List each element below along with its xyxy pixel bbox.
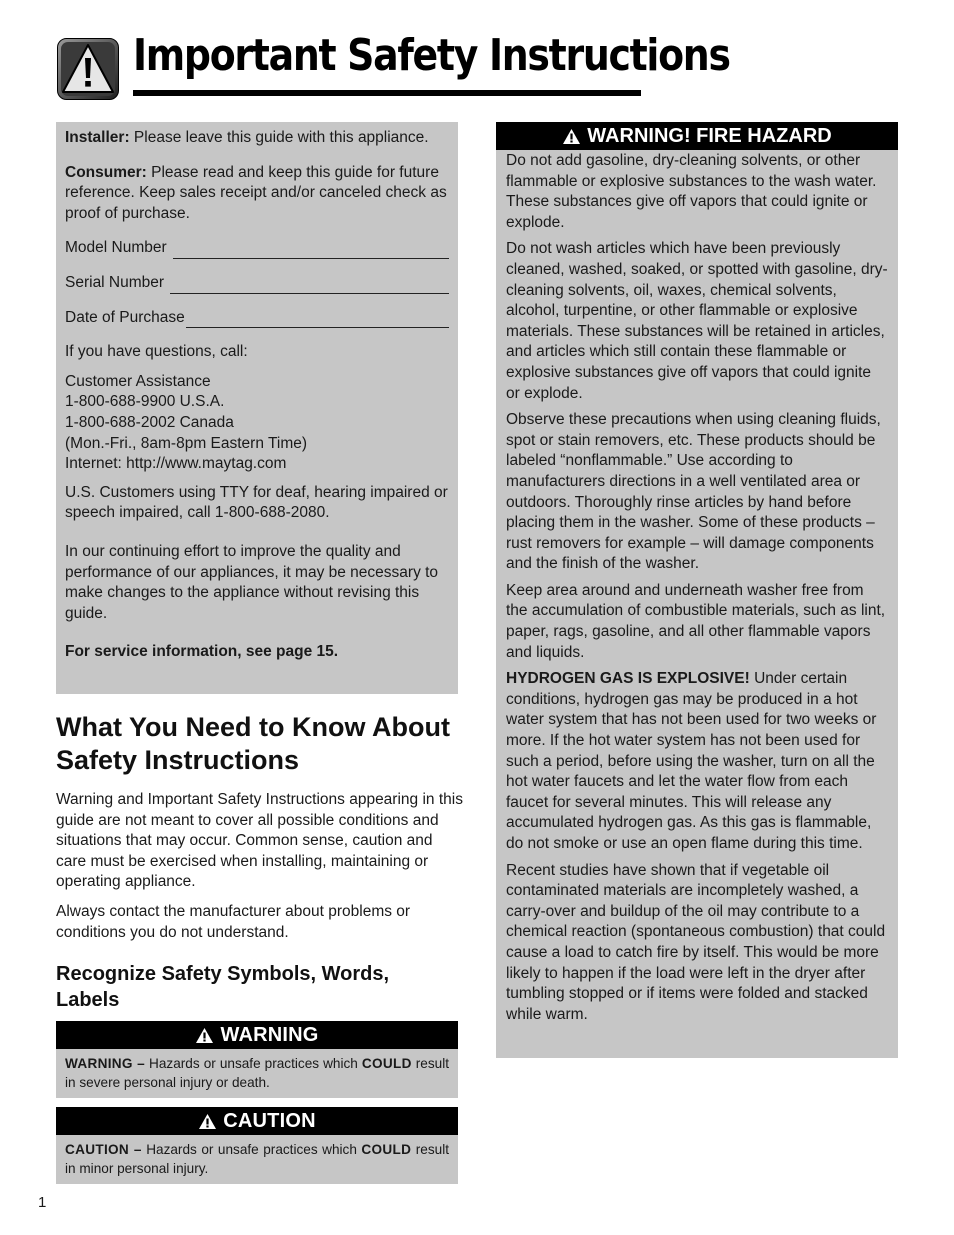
serial-number-label: Serial Number xyxy=(65,273,165,291)
section-paragraph: Always contact the manufacturer about problems or conditions you do not understand. xyxy=(56,902,411,941)
caution-text-end: result in minor personal injury. xyxy=(65,1142,450,1176)
section-body xyxy=(56,790,466,952)
title-underline xyxy=(133,90,641,96)
warning-text: Hazards or unsafe practices which xyxy=(149,1056,358,1071)
warning-definition xyxy=(56,1049,458,1098)
page-number: 1 xyxy=(38,1194,47,1211)
section-heading: What You Need to Know About Safety Instructions xyxy=(56,712,450,775)
consumer-text: Please read and keep this guide for future reference. Keep sales receipt and/or canceled check as proof of purchase. xyxy=(65,163,447,222)
owner-info-box xyxy=(56,122,458,694)
caution-definition xyxy=(56,1135,458,1184)
sub-heading: Recognize Safety Symbols, Words, Labels xyxy=(56,963,390,1011)
caution-signal-box xyxy=(56,1107,458,1184)
contact-block xyxy=(65,372,449,475)
caution-signal-bar xyxy=(56,1107,458,1135)
model-number-label: Model Number xyxy=(65,239,167,257)
page-title: Important Safety Instructions xyxy=(133,30,730,81)
caution-term: CAUTION – xyxy=(65,1142,142,1157)
alert-triangle-icon xyxy=(198,1113,217,1130)
fire-hazard-body xyxy=(496,150,898,1025)
warning-title: WARNING xyxy=(220,1023,319,1046)
section-paragraph: Warning and Important Safety Instructions appearing in this guide are not meant to cover all possible conditions and situations that may occur. Common sense, caution and care must be exercised when installing, maintaining or operating appliance. xyxy=(56,791,463,891)
caution-text: Hazards or unsafe practices which xyxy=(146,1142,357,1157)
fire-hazard-paragraph: Do not wash articles which have been previously cleaned, washed, soaked, or spotted with gasoline, dry-cleaning solvents, oil, waxes, chemical solvents, alcohol, turpentine, or other flammable or explosive materials. These substances will be retained in articles, and articles which still contain these flammable or explosive substances give off vapors that could ignite or explode. xyxy=(506,240,888,402)
installer-label: Installer: xyxy=(65,129,130,146)
installer-note xyxy=(65,128,449,149)
fire-hazard-paragraph: Observe these precautions when using cleaning fluids, spot or stain removers, etc. These products should be labeled “nonflammable.” Use according to manufacturers directions in a well ventilated area or outdoors. Thoroughly rinse articles by hand before placing them in the washer. Some of these products – rust removers for example – will damage components and the finish of the washer. xyxy=(506,411,881,573)
date-of-purchase-field[interactable] xyxy=(65,308,449,329)
service-note xyxy=(65,642,449,663)
hydrogen-text: Under certain conditions, hydrogen gas may be produced in a hot water system that has not been used for two weeks or more. If the hot water system has not been used for such a period, before using the washer, turn on all the hot water faucets and let the water flow from each faucet for several minutes. This will release any accumulated hydrogen gas. As this gas is flammable, do not smoke or use an open flame during this time. xyxy=(506,670,877,852)
model-number-line[interactable] xyxy=(173,245,449,259)
alert-triangle-icon xyxy=(562,128,581,145)
model-number-field[interactable] xyxy=(65,238,449,259)
serial-number-field[interactable] xyxy=(65,273,449,294)
service-text: For service information, see page 15. xyxy=(65,643,339,661)
hydrogen-label: HYDROGEN GAS IS EXPLOSIVE! xyxy=(506,670,750,688)
contact-line: 1-800-688-9900 U.S.A. xyxy=(65,393,225,411)
questions-text: If you have questions, call: xyxy=(65,343,248,361)
warning-text-end: result in severe personal injury or death. xyxy=(65,1056,450,1090)
tty-text: U.S. Customers using TTY for deaf, hearing impaired or speech impaired, call 1-800-688-2080. xyxy=(65,483,448,522)
hydrogen-paragraph xyxy=(506,669,889,854)
caution-title: CAUTION xyxy=(223,1109,316,1132)
date-of-purchase-label: Date of Purchase xyxy=(65,308,185,326)
improvement-text: In our continuing effort to improve the quality and performance of our appliances, it may be necessary to make changes to the appliance without revising this guide. xyxy=(65,542,439,622)
fire-hazard-paragraph: Keep area around and underneath washer free from the accumulation of combustible materials, such as lint, paper, rags, gasoline, and all other flammable vapors and liquids. xyxy=(506,581,886,661)
fire-hazard-title: WARNING! FIRE HAZARD xyxy=(587,124,832,147)
warning-term: WARNING – xyxy=(65,1056,145,1071)
website-line[interactable]: Internet: http://www.maytag.com xyxy=(65,455,287,473)
date-of-purchase-line[interactable] xyxy=(186,314,449,328)
fire-hazard-panel xyxy=(496,122,898,1058)
fire-hazard-bar xyxy=(496,122,898,150)
installer-text: Please leave this guide with this appliance. xyxy=(133,129,429,146)
consumer-label: Consumer: xyxy=(65,163,147,181)
serial-number-line[interactable] xyxy=(170,280,449,294)
contact-line: 1-800-688-2002 Canada xyxy=(65,413,234,431)
warning-triangle-icon xyxy=(57,38,119,100)
caution-emphasis: COULD xyxy=(361,1142,412,1157)
fire-hazard-paragraph: Do not add gasoline, dry-cleaning solvents, or other flammable or explosive substances to the wash water. These substances give off vapors that could ignite or explode. xyxy=(506,152,877,231)
warning-signal-bar xyxy=(56,1021,458,1049)
contact-line: Customer Assistance xyxy=(65,372,211,390)
consumer-note xyxy=(65,163,449,225)
fire-hazard-paragraph: Recent studies have shown that if vegetable oil contaminated materials are incompletely washed, a carry-over and buildup of the oil may contribute to a chemical reaction (spontaneous combustion) that could cause a load to catch fire by itself. This would be more likely to happen if the load were left in the dryer after tumbling stopped or if items were folded and stacked while warm. xyxy=(506,861,886,1023)
contact-line: (Mon.-Fri., 8am-8pm Eastern Time) xyxy=(65,434,308,452)
warning-emphasis: COULD xyxy=(361,1056,412,1071)
warning-signal-box xyxy=(56,1021,458,1098)
alert-triangle-icon xyxy=(195,1027,214,1044)
